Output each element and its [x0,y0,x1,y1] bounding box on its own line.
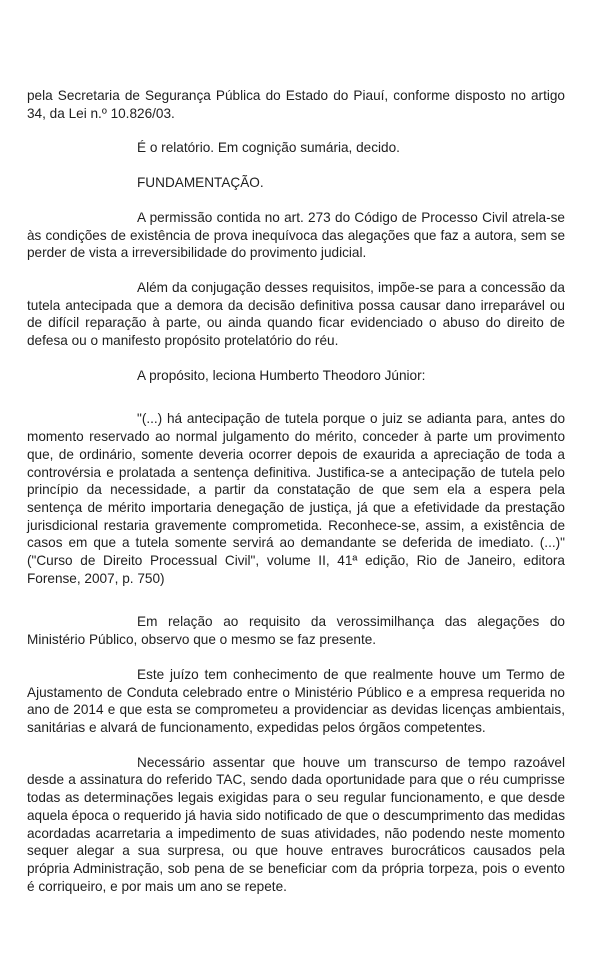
paragraph-requisitos: Além da conjugação desses requisitos, impõe-se para a concessão da tutela antecipada que a demora da decisão definitiva possa causar dano irreparável ou de difícil reparação à parte, ou ainda quando ficar evidenciado o abuso do direito de defesa ou o manifesto propósito protelatório do réu. [27,279,565,349]
paragraph-transcurso: Necessário assentar que houve um transcurso de tempo razoável desde a assinatura do referido TAC, sendo dada oportunidade para que o réu cumprisse todas as determinações legais exigidas para o seu regular funcionamento, e que desde aquela época o requerido já havia sido notificado de que o descumprimento das medidas acordadas acarretaria a impedimento de suas atividades, não podendo neste momento sequer alegar a sua surpresa, ou que houve entraves burocráticos causados pela própria Administração, sob pena de se beneficiar com da própria torpeza, pois o evento é corriqueiro, e por mais um ano se repete. [27,754,565,894]
paragraph-citation-intro: A propósito, leciona Humberto Theodoro Júnior: [137,367,426,383]
block-quote: "(...) há antecipação de tutela porque o juiz se adianta para, antes do momento reservado ao normal julgamento do mérito, conceder à parte um provimento que, de ordinário, somente deveria ocorrer depois de exaurida a apreciação de toda a controvérsia e prolatada a sentença definitiva. Justifica-se a antecipação de tutela pelo princípio da necessidade, a partir da constatação de que sem ela a espera pela sentença de mérito importaria denegação de justiça, já que a efetividade da prestação jurisdicional restaria gravemente comprometida. Reconhece-se, assim, a existência de casos em que a tutela somente servirá ao demandante se deferida de imediato. (...)" ("Curso de Direito Processual Civil", volume II, 41ª edição, Rio de Janeiro, editora Forense, 2007, p. 750) [27,411,565,586]
paragraph-relatorio: É o relatório. Em cognição sumária, decido. [137,140,400,156]
paragraph-continuation: pela Secretaria de Segurança Pública do Estado do Piauí, conforme disposto no artigo 34, da Lei n.º 10.826/03. [27,88,565,121]
paragraph-verossimilhanca: Em relação ao requisito da verossimilhança das alegações do Ministério Público, observo que o mesmo se faz presente. [27,614,565,648]
section-heading-fundamentacao: FUNDAMENTAÇÃO. [137,175,264,191]
paragraph-permissao: A permissão contida no art. 273 do Código de Processo Civil atrela-se às condições de existência de prova inequívoca das alegações que faz a autora, sem se perder de vista a irreversibilidade do provimento judicial. [27,209,565,261]
paragraph-tac: Este juízo tem conhecimento de que realmente houve um Termo de Ajustamento de Conduta celebrado entre o Ministério Público e a empresa requerida no ano de 2014 e que esta se comprometeu a providenciar as devidas licenças ambientais, sanitárias e alvará de funcionamento, expedidas pelos órgãos competentes. [27,666,565,735]
document-body [27,87,565,895]
